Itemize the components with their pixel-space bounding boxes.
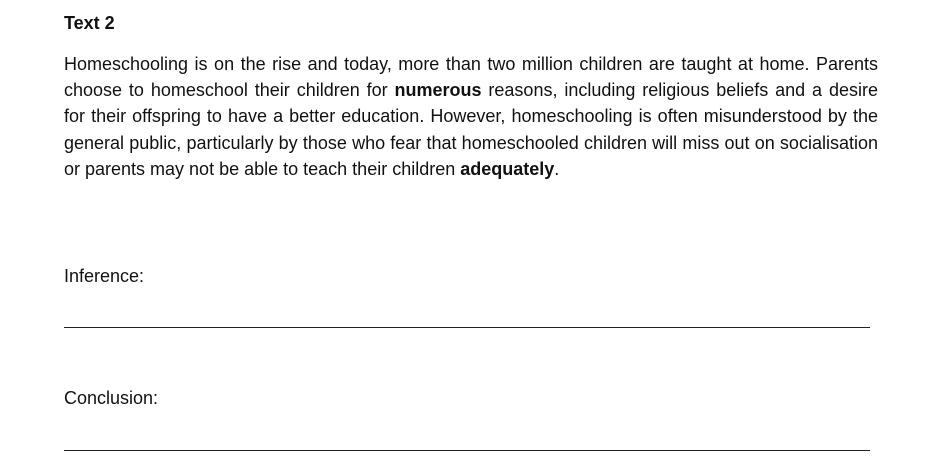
passage-text-3: . xyxy=(554,158,560,179)
bold-word-numerous: numerous xyxy=(394,80,482,101)
passage-text-1: Homeschooling is on the rise and today, more than two million children are taught at home. Parents choose to homeschool their children for xyxy=(64,54,878,101)
passage-paragraph xyxy=(64,51,878,182)
inference-answer-line[interactable] xyxy=(64,327,870,328)
bold-word-adequately: adequately xyxy=(460,158,555,179)
inference-label: Inference: xyxy=(64,266,145,286)
passage-text-2: reasons, including religious beliefs and a desire for their offspring to have a better education. However, homeschooling is often misunderstood by the general public, particularly by those who fear that homeschooled children will miss out on socialisation or parents may not be able to teach their children xyxy=(64,80,878,179)
conclusion-label: Conclusion: xyxy=(64,388,159,408)
conclusion-answer-line[interactable] xyxy=(64,450,870,451)
text-heading: Text 2 xyxy=(64,13,115,33)
